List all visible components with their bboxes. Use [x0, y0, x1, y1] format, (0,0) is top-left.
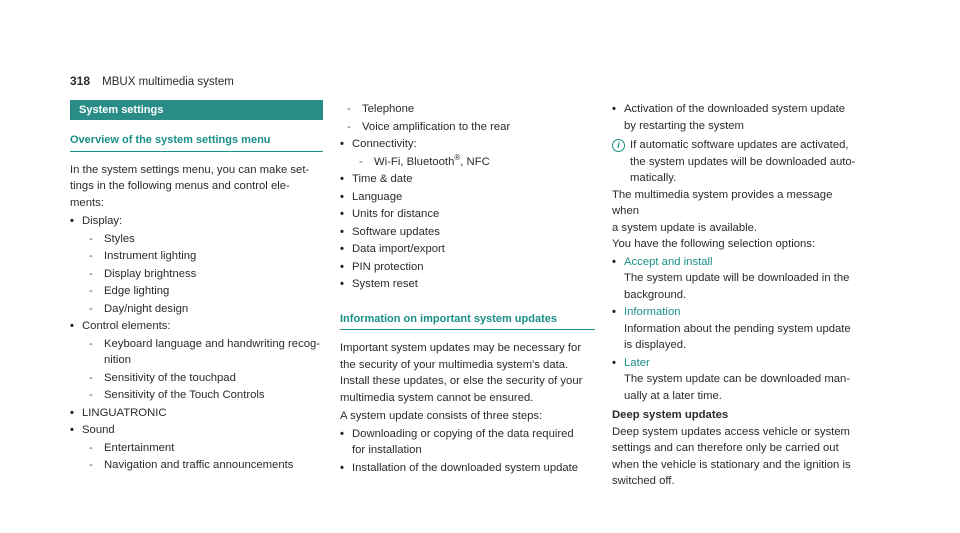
sub-item: - Sensitivity of the Touch Controls	[82, 387, 323, 404]
sub-list	[82, 440, 323, 474]
intro-line: tings in the following menus and control ele-	[70, 180, 290, 192]
sub-list	[82, 231, 323, 318]
sub-item: - Keyboard language and handwriting recog- nition	[82, 336, 323, 369]
info-icon: i	[612, 139, 625, 152]
sub-item: - Entertainment	[82, 440, 323, 457]
steps-list	[340, 426, 595, 477]
list-item: • Data import/export	[340, 241, 595, 258]
sub-heading: Deep system updates	[612, 409, 729, 421]
option-description: The system update will be downloaded in the background.	[624, 272, 850, 301]
list-item	[70, 318, 323, 404]
list-item-label: Connectivity:	[352, 138, 417, 150]
list-item: • Software updates	[340, 224, 595, 241]
sub-list	[352, 154, 595, 171]
list-item	[70, 213, 323, 317]
sub-list	[340, 101, 595, 135]
paragraph-line: Important system updates may be necessary for	[340, 342, 582, 354]
paragraph	[340, 340, 595, 406]
sub-item: - Day/night design	[82, 301, 323, 318]
option-item	[612, 254, 862, 304]
running-title: MBUX multimedia system	[102, 76, 234, 88]
list-item: • LINGUATRONIC	[70, 405, 323, 422]
page-header	[70, 73, 234, 91]
intro-line: ments:	[70, 196, 104, 209]
intro-line: In the system settings menu, you can make set-	[70, 163, 310, 176]
option-description: Information about the pending system update is displayed.	[624, 322, 851, 351]
sub-item-text: , NFC	[460, 155, 490, 168]
option-label: Accept and install	[624, 255, 713, 268]
menu-list	[340, 136, 595, 293]
steps-list	[612, 101, 862, 134]
paragraph-line: multimedia system cannot be ensured.	[340, 391, 534, 404]
list-item: • Time & date	[340, 171, 595, 188]
sub-item: - Navigation and traffic announcements	[82, 457, 323, 474]
list-item-label: Control elements:	[82, 320, 171, 332]
option-item	[612, 355, 862, 405]
sub-item: - Styles	[82, 231, 323, 248]
option-item	[612, 304, 862, 354]
section-bar: System settings	[70, 100, 323, 120]
page-number: 318	[70, 74, 91, 88]
sub-item: - Display brightness	[82, 266, 323, 283]
list-item	[70, 422, 323, 474]
sub-item: - Edge lighting	[82, 283, 323, 300]
paragraph: A system update consists of three steps:	[340, 410, 543, 422]
list-item: • System reset	[340, 276, 595, 293]
sub-item: - Voice amplification to the rear	[340, 119, 595, 136]
right-column	[612, 100, 862, 490]
list-item: • Installation of the downloaded system update	[340, 460, 595, 477]
sub-item: - Telephone	[340, 101, 595, 118]
sub-item	[352, 154, 595, 171]
menu-list	[70, 213, 323, 474]
option-description: The system update can be downloaded man- ually at a later time.	[624, 373, 851, 402]
option-label: Information	[624, 306, 681, 318]
section-heading: Information on important system updates	[340, 311, 595, 331]
list-item-label: Display:	[82, 215, 123, 227]
list-item-label: Sound	[82, 424, 115, 436]
list-item: • Units for distance	[340, 206, 595, 223]
list-item	[340, 136, 595, 170]
registered-mark: ®	[454, 152, 461, 162]
sub-list	[82, 336, 323, 404]
paragraph: You have the following selection options:	[612, 238, 816, 250]
paragraph-line: the security of your multimedia system's data.	[340, 358, 569, 371]
sub-item: - Instrument lighting	[82, 248, 323, 265]
list-item: • Downloading or copying of the data required for installation	[340, 426, 595, 459]
paragraph-line: Install these updates, or else the security of your	[340, 375, 583, 387]
middle-column	[340, 100, 595, 476]
section-heading: Overview of the system settings menu	[70, 132, 323, 152]
paragraph: Deep system updates access vehicle or system settings and can therefore only be carried out when the vehicle is stationary and the ignition is switched off.	[612, 425, 851, 487]
sub-item: - Sensitivity of the touchpad	[82, 370, 323, 387]
option-label: Later	[624, 356, 650, 369]
intro-paragraph	[70, 162, 323, 212]
left-column	[70, 100, 323, 474]
options-list	[612, 254, 862, 405]
paragraph: The multimedia system provides a message when a system update is available.	[612, 188, 833, 234]
list-item: • Activation of the downloaded system update by restarting the system	[612, 101, 862, 134]
sub-item-text: Wi-Fi, Bluetooth	[374, 155, 455, 168]
info-note	[612, 137, 862, 187]
list-item: • PIN protection	[340, 259, 595, 276]
list-item: • Language	[340, 189, 595, 206]
note-text: If automatic software updates are activated, the system updates will be downloaded auto- matically.	[630, 139, 856, 184]
